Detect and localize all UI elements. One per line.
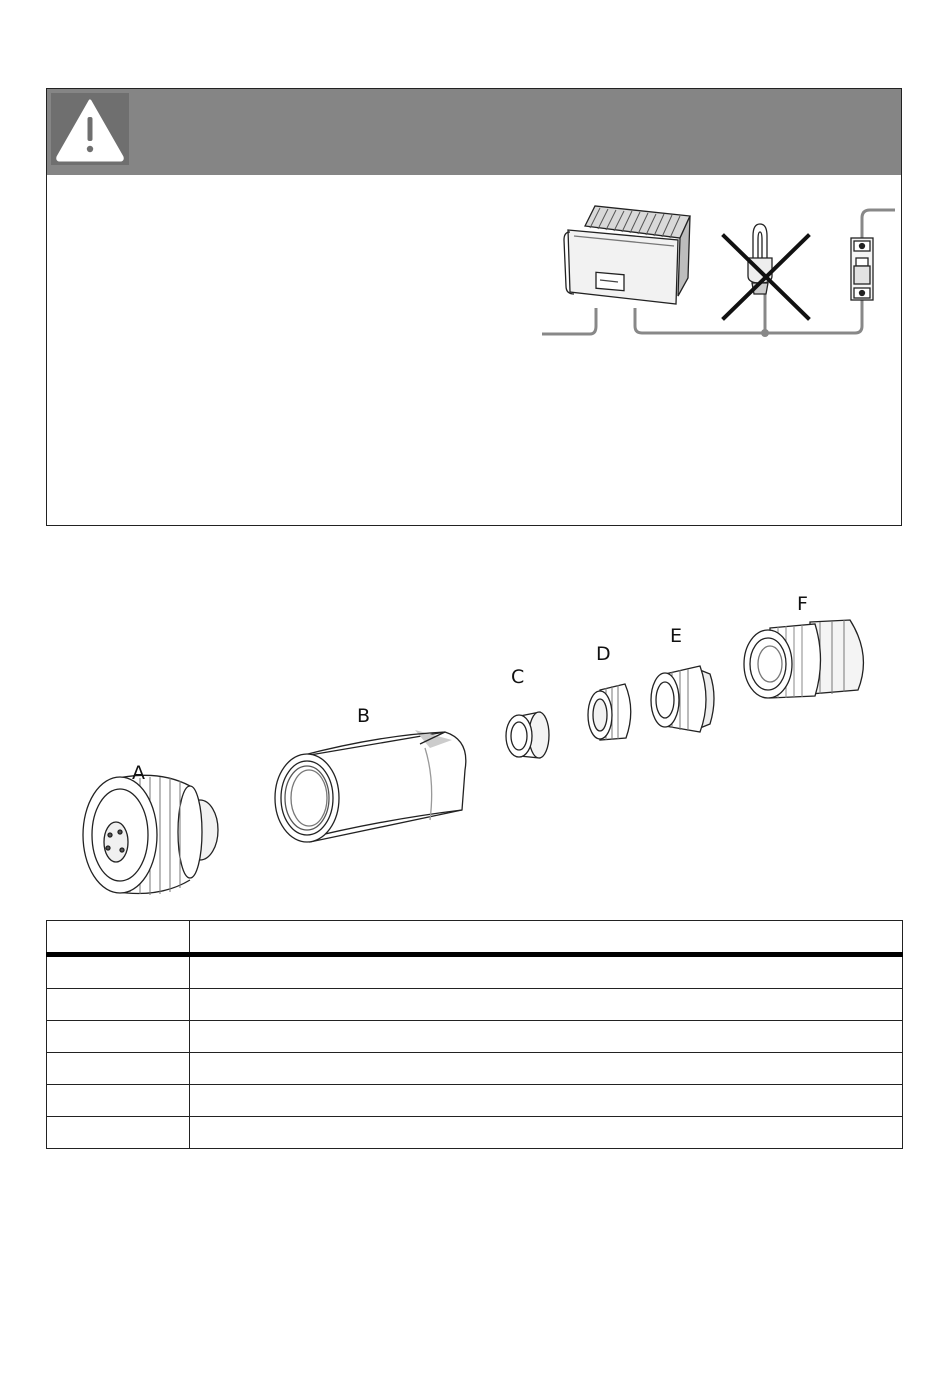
part-label-a: A: [132, 762, 145, 784]
table-header-position: [47, 921, 190, 955]
table-cell-designation: [190, 989, 903, 1021]
table-cell-position: [47, 955, 190, 989]
table-cell-designation: [190, 1117, 903, 1149]
table-cell-position: [47, 989, 190, 1021]
warning-icon-tile: [51, 93, 129, 165]
part-label-e: E: [670, 625, 683, 647]
part-label-f: F: [797, 593, 808, 615]
table-cell-position: [47, 1021, 190, 1053]
parts-table: [46, 920, 903, 1149]
part-a-plug-insert: [83, 775, 218, 895]
table-cell-designation: [190, 955, 903, 989]
table-cell-position: [47, 1053, 190, 1085]
part-c-seal-ring: [506, 712, 549, 758]
table-cell-designation: [190, 1021, 903, 1053]
part-f-cable-gland: [744, 620, 863, 698]
part-label-b: B: [357, 705, 371, 727]
wiring-diagram: [490, 108, 900, 348]
part-label-c: C: [511, 666, 525, 688]
inverter-icon: [564, 206, 690, 304]
table-cell-position: [47, 1117, 190, 1149]
table-row: [47, 1085, 903, 1117]
connector-exploded-view: [0, 580, 950, 910]
table-cell-designation: [190, 1053, 903, 1085]
table-row: [47, 1053, 903, 1085]
table-cell-designation: [190, 1085, 903, 1117]
table-row: [47, 955, 903, 989]
table-header-row: [47, 921, 903, 955]
table-header-designation: [190, 921, 903, 955]
junction-dot: [761, 329, 769, 337]
part-b-sleeve: [275, 730, 466, 842]
table-cell-position: [47, 1085, 190, 1117]
table-row: [47, 989, 903, 1021]
table-row: [47, 1021, 903, 1053]
part-label-d: D: [596, 643, 611, 665]
table-row: [47, 1117, 903, 1149]
part-d-clamping-ring: [588, 684, 631, 740]
warning-triangle-icon: [51, 93, 129, 165]
part-e-threaded-piece: [651, 666, 714, 732]
circuit-breaker-icon: [851, 238, 873, 300]
